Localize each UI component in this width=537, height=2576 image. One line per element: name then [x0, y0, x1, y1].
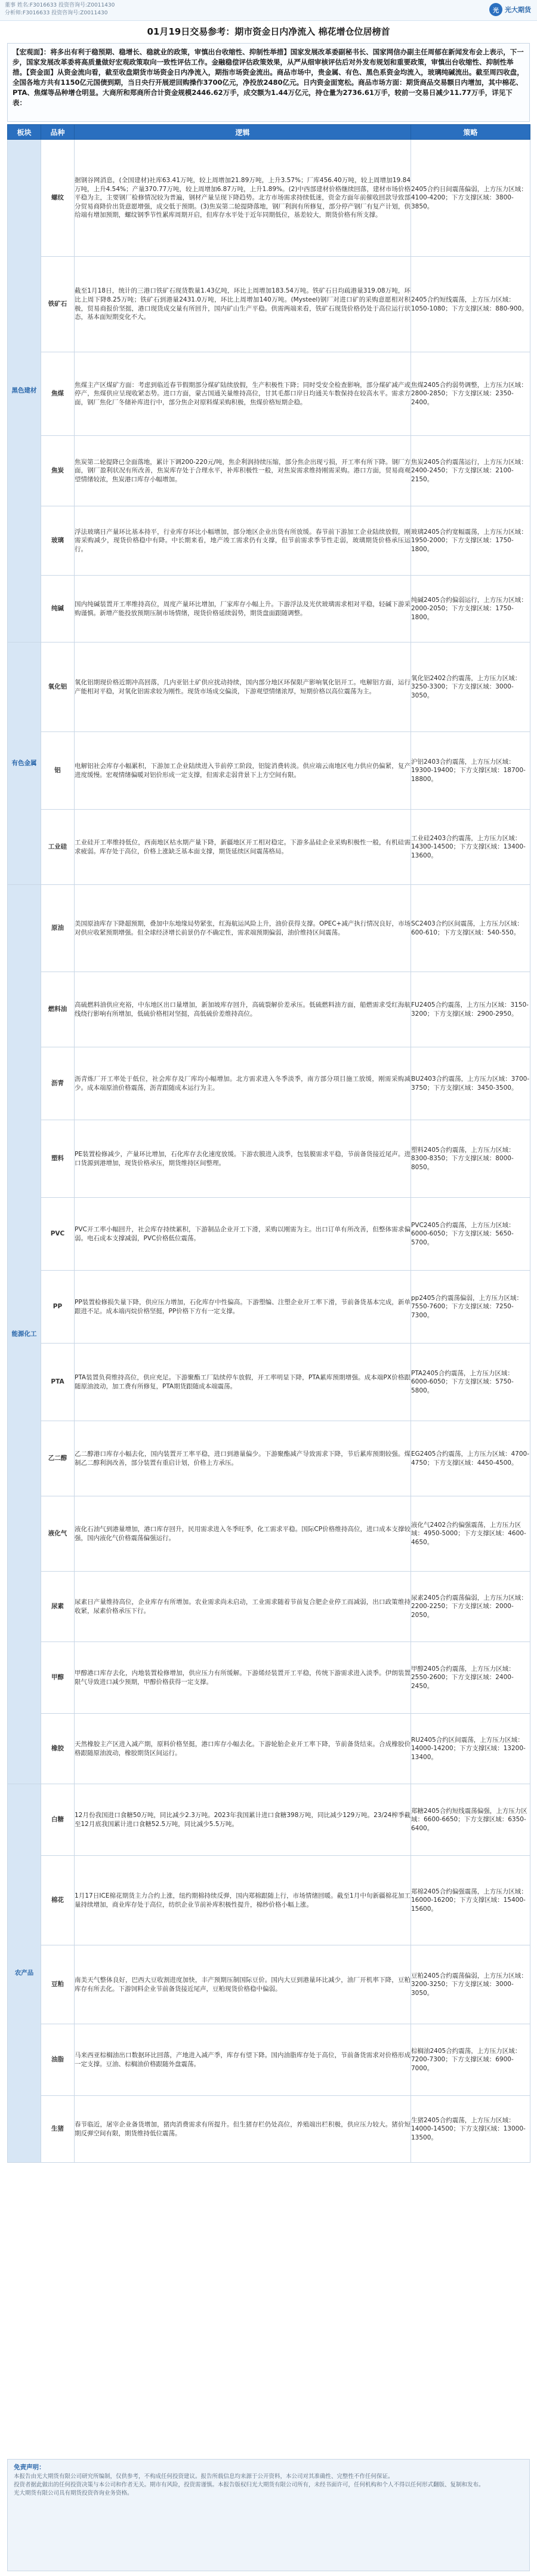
header-variety: 品种: [41, 125, 75, 140]
logic-text: 南美天气整体良好，巴西大豆收割进度加快，丰产预期压制国际豆价。国内大豆到港量环比减少，油厂开机率下降，豆粕库存有所去化。下游饲料企业节前备货接近尾声，豆粕现货价格稳中偏弱。: [75, 1976, 411, 1993]
variety-cell: 棉花: [41, 1856, 75, 1945]
strategy-text: 焦炭2405合约震荡运行，上方压力区域：2400-2450；下方支撑区域：2100-2150。: [411, 458, 527, 483]
strategy-cell: [411, 576, 530, 643]
logic-text: 乙二醇港口库存小幅去化，国内装置开工率平稳，进口到港量偏少。下游聚酯减产导致需求下降，节后累库预期较强。煤制乙二醇利润改善，部分装置有重启计划，价格上方承压。: [75, 1450, 411, 1467]
logic-text: PVC开工率小幅回升，社会库存持续累积，下游制品企业开工下滑，采购以刚需为主。出口订单有所改善，但整体需求偏弱。电石成本支撑减弱，PVC价格低位震荡。: [75, 1225, 411, 1242]
strategy-text: 生猪2405合约震荡，上方压力区域：14000-14500；下方支撑区域：13000-13500。: [411, 2116, 526, 2141]
logic-cell: [75, 1421, 411, 1496]
variety-cell: 塑料: [41, 1120, 75, 1198]
disclaimer-line: 本报告由光大期货有限公司研究所编制，仅供参考，不构成任何投资建议。报告所载信息均来源于公开资料，本公司对其准确性、完整性不作任何保证。: [14, 2473, 394, 2480]
variety-cell: 铁矿石: [41, 257, 75, 352]
logic-cell: [75, 885, 411, 972]
table-row: [8, 1344, 530, 1421]
header-sector: 板块: [8, 125, 41, 140]
strategy-cell: [411, 506, 530, 576]
logic-cell: [75, 2024, 411, 2096]
logic-text: 据钢谷网消息，(全国建材)社库63.41万吨，较上周增加21.89万吨，上升3.57%；厂库456.40万吨，较上周增加19.84万吨，上升4.54%；产量370.77万吨，较上周增加6.87万吨，上升1.89%。(2)中西部建材价格继续回落，建材市场价格平稳为主，主要钢厂检修情况较为普遍，钢材产量呈现下降趋势。北方市场需求持续低迷，资金方面年前催收回款导致部分贸易商降价出货意愿增强，成交低于预期。(3)焦炭第二轮提降落地，钢厂利润有所修复，部分停产钢厂有复产计划，供给端有增加预期，螺纹钢季节性累库周期开启，但库存水平处于近年同期低位，基差较大，期货价格有所支撑。: [75, 177, 411, 219]
logic-cell: [75, 1344, 411, 1421]
strategy-cell: [411, 1496, 530, 1572]
logic-cell: [75, 1784, 411, 1856]
logic-cell: [75, 257, 411, 352]
table-row: [8, 972, 530, 1047]
table-row: [8, 140, 530, 257]
variety-cell: 原油: [41, 885, 75, 972]
variety-cell: 沥青: [41, 1047, 75, 1120]
top-bar: [0, 0, 537, 21]
sector-cell: 黑色建材: [8, 140, 41, 643]
logic-cell: [75, 972, 411, 1047]
table-header-row: [8, 125, 530, 140]
variety-cell: 甲醇: [41, 1642, 75, 1714]
table-row: [8, 1572, 530, 1642]
variety-cell: 燃料油: [41, 972, 75, 1047]
strategy-cell: [411, 1344, 530, 1421]
logic-cell: [75, 1856, 411, 1945]
strategy-text: 焦煤2405合约弱势调整，上方压力区域：2800-2850；下方支撑区域：2350-2400。: [411, 381, 527, 406]
logic-text: 截至1月18日，统计的三港口铁矿石现货数量1.43亿吨，环比上周增加183.54万吨。铁矿石日均疏港量319.08万吨，环比上周下降8.25万吨；铁矿石到港量2431.0万吨，环比上周增加140万吨。(Mysteel)钢厂对进口矿的采购意愿相对积极，贸易商报价坚挺，港口现货成交量有所回升，国内矿山生产平稳。供需两端来看，铁矿石现货价格仍处于高位运行状态，基本面短期变化不大。: [75, 287, 411, 321]
strategy-text: 甲醇2405合约震荡，上方压力区域：2550-2600；下方支撑区域：2400-2450。: [411, 1665, 515, 1690]
strategy-text: 纯碱2405合约偏弱运行，上方压力区域：2000-2050；下方支撑区域：1750-1800。: [411, 596, 527, 621]
variety-cell: 工业硅: [41, 810, 75, 885]
strategy-text: 氧化铝2402合约震荡，上方压力区域：3250-3300；下方支撑区域：3000-3050。: [411, 674, 521, 699]
strategy-cell: [411, 643, 530, 732]
table-row: [8, 576, 530, 643]
strategy-cell: [411, 972, 530, 1047]
logic-cell: [75, 1642, 411, 1714]
variety-cell: 尿素: [41, 1572, 75, 1642]
strategy-text: 液化气2402合约偏强震荡，上方压力区域：4950-5000；下方支撑区域：4600-4650。: [411, 1521, 526, 1546]
strategy-text: RU2405合约区间震荡，上方压力区域：14000-14200；下方支撑区域：13200-13400。: [411, 1736, 526, 1761]
strategy-text: FU2405合约震荡，上方压力区域：3150-3200；下方支撑区域：2900-2950。: [411, 1001, 529, 1018]
variety-cell: 液化气: [41, 1496, 75, 1572]
table-row: [8, 257, 530, 352]
strategy-cell: [411, 436, 530, 506]
strategy-cell: [411, 1271, 530, 1344]
logic-cell: [75, 1572, 411, 1642]
table-row: [8, 1784, 530, 1856]
disclaimer-line: 光大期货有限公司具有期货投资咨询业务资格。: [14, 2490, 133, 2497]
logic-text: 液化石油气到港量增加，港口库存回升，民用需求进入冬季旺季，化工需求平稳。国际CP价格维持高位，进口成本支撑较强，国内液化气价格震荡偏强运行。: [75, 1525, 411, 1542]
logic-cell: [75, 352, 411, 436]
strategy-text: 郑棉2405合约偏强震荡，上方压力区域：16000-16200；下方支撑区域：15400-15600。: [411, 1888, 527, 1913]
table-row: [8, 1198, 530, 1271]
report-title: 01月19日交易参考：期市资金日内净流入 棉花增仓位居榜首: [147, 26, 390, 37]
market-summary: 【宏观面】：将多出有利于稳预期、稳增长、稳就业的政策，审慎出台收缩性、抑制性举措】国家发展改革委副秘书长、国家网信办副主任周郁在新闻发布会上表示，下一步，国家发展改革委将高质量做好宏观政策取向一致性评估工作。金融稳偿评估政策效果，从严从细审核评估后对外发布规划和重要政策，审慎出台收缩性、抑制性举措。【资金面】从资金流向看，截至收盘期货市场资金日内净流入，期指市场资金流出。商品市场中，贵金属、有色、黑色系资金均流入，玻璃纯碱流出。截至周四收盘，全国各地方共有1150亿元国债到期，当日央行开展逆回购操作3700亿元，净投放2480亿元。日内资金面宽松。商品市场方面：期货商品交易额日内增加，其中棉花、PTA、焦煤等品种增仓明显。大商所和郑商所合计资金规模2446.62万手，成交额为1.44万亿元，持仓量为2736.61万手，较前一交易日减少11.77万手，详见下表：: [7, 43, 530, 122]
table-row: [8, 2024, 530, 2096]
meta-line: 董事 姓名:F3016633 投资咨询号:Z0011430: [5, 2, 115, 8]
table-row: [8, 1945, 530, 2024]
strategy-text: 玻璃2405合约宽幅震荡，上方压力区域：1950-2000；下方支撑区域：1750-1800。: [411, 528, 527, 553]
strategy-cell: [411, 1572, 530, 1642]
strategy-text: 豆粕2405合约震荡偏弱，上方压力区域：3200-3250；下方支撑区域：3000-3050。: [411, 1972, 527, 1997]
table-row: [8, 1047, 530, 1120]
analyst-meta: [5, 2, 115, 17]
logo-text: 光大期货: [505, 6, 531, 14]
logic-cell: [75, 810, 411, 885]
logic-text: PTA装置负荷维持高位，供应充足。下游聚酯工厂陆续停车放假，开工率明显下降，PTA累库预期增强。成本端PX价格跟随原油波动，加工费有所修复，PTA期货跟随成本端震荡。: [75, 1373, 411, 1390]
strategy-text: 沪铝2403合约震荡，上方压力区域：19300-19400；下方支撑区域：18700-18800。: [411, 758, 526, 783]
table-row: [8, 643, 530, 732]
logic-text: 马来西亚棕榈油出口数据环比回落，产地进入减产季，库存有望下降。国内油脂库存处于高位，节前备货需求对价格形成一定支撑。豆油、棕榈油价格跟随外盘震荡。: [75, 2051, 411, 2068]
logic-cell: [75, 732, 411, 810]
strategy-text: 2405合约短线震荡，上方压力区域：1050-1080；下方支撑区域：880-900。: [411, 296, 528, 312]
strategy-cell: [411, 1945, 530, 2024]
table-row: [8, 352, 530, 436]
table-row: [8, 885, 530, 972]
header-logic: 逻辑: [75, 125, 411, 140]
logic-cell: [75, 1945, 411, 2024]
logic-text: 焦炭第二轮提降已全面落地，累计下调200-220元/吨，焦企利润持续压缩，部分焦企出现亏损，开工率有所下降。钢厂方面，钢厂盈利状况有所改善，焦炭库存处于合理水平，补库积极性一般，对焦炭需求维持刚需采购。港口方面，贸易商观望情绪较浓，焦炭港口库存小幅增加。: [75, 458, 411, 483]
logic-cell: [75, 576, 411, 643]
logic-cell: [75, 2096, 411, 2163]
sector-cell: 有色金属: [8, 643, 41, 885]
variety-cell: 白糖: [41, 1784, 75, 1856]
strategy-cell: [411, 2024, 530, 2096]
disclaimer: [7, 2459, 530, 2571]
strategy-cell: [411, 140, 530, 257]
logic-cell: [75, 140, 411, 257]
logic-cell: [75, 643, 411, 732]
logic-text: 尿素日产量维持高位，企业库存有所增加。农业需求尚未启动，工业需求随着节前复合肥企业停工而减弱，出口政策维持收紧，尿素价格承压下行。: [75, 1598, 411, 1615]
variety-cell: 焦炭: [41, 436, 75, 506]
table-row: [8, 1271, 530, 1344]
logic-cell: [75, 1047, 411, 1120]
table-row: [8, 732, 530, 810]
logic-cell: [75, 1496, 411, 1572]
strategy-text: EG2405合约震荡，上方压力区域：4700-4750；下方支撑区域：4450-4500。: [411, 1450, 530, 1467]
logic-text: 沥青炼厂开工率处于低位，社会库存及厂库均小幅增加。北方需求进入冬季淡季，南方部分项目施工放缓，刚需采购减少。成本端原油价格震荡，沥青跟随成本运行为主。: [75, 1075, 411, 1092]
strategy-cell: [411, 1856, 530, 1945]
logic-cell: [75, 506, 411, 576]
company-logo: [474, 2, 531, 17]
strategy-cell: [411, 1421, 530, 1496]
table-row: [8, 1714, 530, 1784]
strategy-text: 棕榈油2405合约震荡，上方压力区域：7200-7300；下方支撑区域：6900-7000。: [411, 2047, 521, 2072]
table-row: [8, 1856, 530, 1945]
logic-cell: [75, 1714, 411, 1784]
table-body: [8, 140, 530, 2163]
logic-text: 甲醇港口库存去化，内地装置检修增加，供应压力有所缓解。下游烯烃装置开工平稳，传统下游需求进入淡季。伊朗装置限气导致进口减少预期，甲醇价格获得一定支撑。: [75, 1669, 411, 1686]
logo-mark-icon: 光: [489, 3, 502, 16]
variety-cell: 玻璃: [41, 506, 75, 576]
table-row: [8, 2096, 530, 2163]
variety-cell: 乙二醇: [41, 1421, 75, 1496]
strategy-text: pp2405合约震荡偏弱，上方压力区域：7550-7600；下方支撑区域：7250-7300。: [411, 1294, 523, 1319]
strategy-text: PTA2405合约震荡，上方压力区域：6000-6050；下方支撑区域：5750-5800。: [411, 1369, 514, 1394]
logic-text: 美国原油库存下降超预期，叠加中东地缘局势紧张，红海航运风险上升，油价获得支撑。OPEC+减产执行情况良好，市场对供应收紧预期增强。但全球经济增长前景仍存不确定性，需求端预期偏弱，油价维持区间震荡。: [75, 920, 411, 936]
variety-cell: 焦煤: [41, 352, 75, 436]
strategy-cell: [411, 1198, 530, 1271]
logic-text: 1月17日ICE棉花期货主力合约上涨，纽约期棉持续反弹，国内郑棉跟随上行，市场情绪回暖。截至1月中旬新疆棉花加工量持续增加，商业库存处于高位，纺织企业节前补库积极性提升，棉纱价格小幅上涨。: [75, 1892, 411, 1908]
strategy-cell: [411, 1714, 530, 1784]
strategy-text: 郑糖2405合约短线震荡偏强，上方压力区域：6600-6650；下方支撑区域：6350-6400。: [411, 1807, 527, 1832]
logic-text: 天然橡胶主产区进入减产期，原料价格坚挺，港口库存小幅去化。下游轮胎企业开工率下降，节前备货结束。合成橡胶价格跟随原油波动，橡胶期货区间运行。: [75, 1740, 411, 1757]
strategy-cell: [411, 1642, 530, 1714]
logic-text: 春节临近，屠宰企业备货增加，猪肉消费需求有所提升。但生猪存栏仍处高位，养殖端出栏积极，供应压力较大。猪价短期反弹空间有限，期货维持低位震荡。: [75, 2120, 411, 2137]
variety-cell: PTA: [41, 1344, 75, 1421]
table-row: [8, 1120, 530, 1198]
strategy-cell: [411, 257, 530, 352]
logic-text: 国内纯碱装置开工率维持高位，周度产量环比增加，厂家库存小幅上升。下游浮法及光伏玻璃需求相对平稳，轻碱下游采购谨慎。新增产能投放预期压制市场情绪，现货价格延续弱势，期货盘面跟随调整。: [75, 600, 411, 617]
disclaimer-title: 免责声明：: [14, 2464, 45, 2471]
variety-cell: 螺纹: [41, 140, 75, 257]
strategy-text: 工业硅2403合约震荡，上方压力区域：14300-14500；下方支撑区域：13400-13600。: [411, 834, 526, 859]
logic-text: 氧化铝期现价格近期冲高回落，几内亚铝土矿供应扰动持续，国内部分地区环保限产影响氧化铝开工。电解铝方面，运行产能相对平稳，对氧化铝需求较为刚性。现货市场成交偏淡，下游观望情绪浓厚，短期价格以高位震荡为主。: [75, 678, 411, 695]
logic-text: 12月份我国进口食糖50万吨，同比减少2.3万吨。2023年我国累计进口食糖398万吨，同比减少129万吨。23/24榨季截至12月底我国累计进口食糖52.5万吨，同比减少5.5万吨。: [75, 1811, 411, 1828]
disclaimer-line: 投资者据此做出的任何投资决策与本公司和作者无关。期市有风险，投资需谨慎。本报告版权归光大期货有限公司所有，未经书面许可，任何机构和个人不得以任何形式翻版、复制和发布。: [14, 2482, 484, 2488]
logic-cell: [75, 1198, 411, 1271]
variety-cell: 铝: [41, 732, 75, 810]
strategy-cell: [411, 1120, 530, 1198]
logic-text: 浮法玻璃日产量环比基本持平，行业库存环比小幅增加，部分地区企业出货有所放缓。春节前下游加工企业陆续放假，刚需采购减少，现货价格稳中有降。中长期来看，地产竣工需求仍有支撑，但节前需求季节性走弱，玻璃期货价格承压运行。: [75, 528, 411, 553]
strategy-text: BU2403合约震荡，上方压力区域：3700-3750；下方支撑区域：3450-3500。: [411, 1075, 530, 1092]
logic-text: 高硫燃料油供应充裕，中东地区出口量增加，新加坡库存回升，高硫裂解价差承压。低硫燃料油方面，船燃需求受红海航线绕行影响有所增加，低硫价格相对坚挺，高低硫价差维持高位。: [75, 1001, 411, 1018]
variety-cell: 氧化铝: [41, 643, 75, 732]
strategy-cell: [411, 1784, 530, 1856]
strategy-cell: [411, 810, 530, 885]
strategy-cell: [411, 732, 530, 810]
table-row: [8, 1496, 530, 1572]
strategy-text: PVC2405合约震荡，上方压力区域：6000-6050；下方支撑区域：5650-5700。: [411, 1221, 515, 1246]
logic-text: 焦煤主产区煤矿方面：考虑到临近春节假期部分煤矿陆续放假，生产积极性下降；同时受安全检查影响，部分煤矿减产或停产，焦煤供应呈现收紧态势。进口方面，蒙古国通关量维持高位，甘其毛都口岸日均通关车数保持在较高水平。需求方面，钢厂焦化厂冬储补库进行中，部分焦企对原料煤采购积极，焦煤价格短期企稳。: [75, 381, 411, 406]
strategy-text: 2405合约日间震荡偏弱，上方压力区域：4100-4200；下方支撑区域：3800-3850。: [411, 185, 527, 210]
header-strategy: 策略: [411, 125, 530, 140]
strategy-text: 尿素2405合约震荡偏弱，上方压力区域：2200-2250；下方支撑区域：2000-2050。: [411, 1594, 527, 1619]
strategy-cell: [411, 2096, 530, 2163]
variety-cell: 橡胶: [41, 1714, 75, 1784]
table-row: [8, 810, 530, 885]
variety-cell: 生猪: [41, 2096, 75, 2163]
logic-text: 工业硅开工率维持低位，西南地区枯水期产量下降，新疆地区开工相对稳定。下游多晶硅企业采购积极性一般，有机硅需求疲弱。库存处于高位，价格上涨缺乏基本面支撑，期货延续区间震荡格局。: [75, 838, 411, 855]
sector-cell: 农产品: [8, 1784, 41, 2163]
strategy-text: SC2403合约区间震荡，上方压力区域：600-610；下方支撑区域：540-550。: [411, 920, 523, 936]
strategy-cell: [411, 885, 530, 972]
logic-text: PP装置检修损失量下降，供应压力增加，石化库存中性偏高。下游塑编、注塑企业开工率下滑，节前备货基本完成，新单跟进不足。成本端丙烷价格坚挺，PP价格下方有一定支撑。: [75, 1298, 411, 1315]
strategy-table: [7, 124, 530, 2163]
logic-cell: [75, 1120, 411, 1198]
strategy-cell: [411, 1047, 530, 1120]
table-row: [8, 506, 530, 576]
strategy-text: 塑料2405合约震荡，上方压力区域：8300-8350；下方支撑区域：8000-8050。: [411, 1146, 515, 1171]
variety-cell: 油脂: [41, 2024, 75, 2096]
table-row: [8, 436, 530, 506]
logic-cell: [75, 436, 411, 506]
variety-cell: PVC: [41, 1198, 75, 1271]
variety-cell: 豆粕: [41, 1945, 75, 2024]
variety-cell: 纯碱: [41, 576, 75, 643]
sector-cell: 能源化工: [8, 885, 41, 1784]
meta-line: 分析师:F3016633 投资咨询号:Z0011430: [5, 10, 108, 16]
logic-text: 电解铝社会库存小幅累积，下游加工企业陆续进入节前停工阶段，铝锭消费转淡。供应端云南地区电力供应仍偏紧，复产进度缓慢。宏观情绪偏暖对铝价形成一定支撑，但需求走弱背景下上方空间有限。: [75, 762, 411, 779]
strategy-cell: [411, 352, 530, 436]
table-row: [8, 1421, 530, 1496]
logic-text: PE装置检修减少，产量环比增加，石化库存去化速度放缓。下游农膜进入淡季，包装膜需求平稳，节前备货接近尾声。进口货源到港增加，现货价格承压，期货维持区间整理。: [75, 1150, 411, 1167]
table-row: [8, 1642, 530, 1714]
logic-cell: [75, 1271, 411, 1344]
variety-cell: PP: [41, 1271, 75, 1344]
